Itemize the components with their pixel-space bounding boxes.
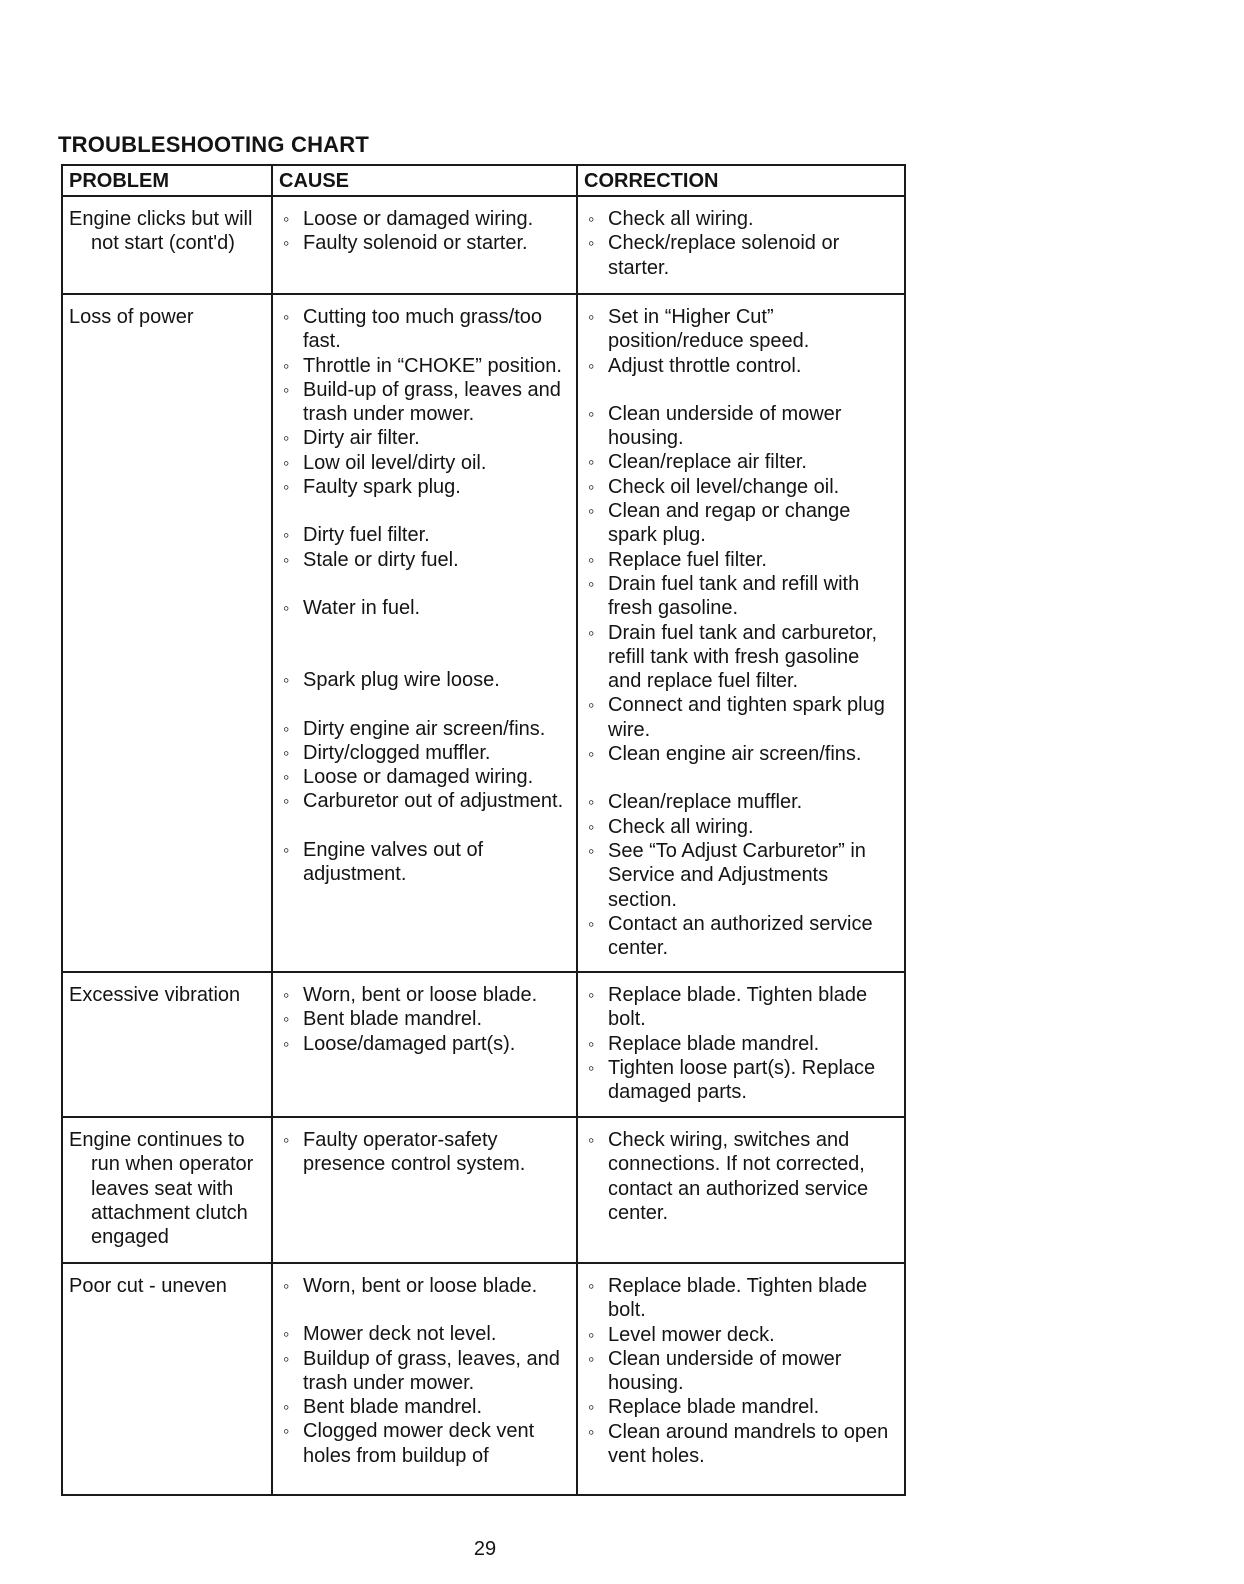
correction-cell xyxy=(577,972,905,1117)
cause-item: ◦ Engine valves out of adjustment. xyxy=(279,838,570,887)
header-correction: CORRECTION xyxy=(577,165,905,196)
header-row xyxy=(62,165,905,196)
correction-item: ◦ Clean underside of mower housing. xyxy=(584,402,898,451)
problem-cell xyxy=(62,1117,272,1263)
cause-item: ◦ Dirty air filter. xyxy=(279,426,570,450)
cause-item: ◦ Carburetor out of adjustment. xyxy=(279,789,570,813)
correction-item: ◦ Connect and tighten spark plug wire. xyxy=(584,693,898,742)
cause-item: ◦ Spark plug wire loose. xyxy=(279,668,570,692)
correction-item: ◦ Contact an authorized service center. xyxy=(584,912,898,961)
correction-item: ◦ Replace blade. Tighten blade bolt. xyxy=(584,1274,898,1323)
correction-item: ◦ Check oil level/change oil. xyxy=(584,475,898,499)
cause-item: ◦ Mower deck not level. xyxy=(279,1322,570,1346)
cause-item: ◦ Worn, bent or loose blade. xyxy=(279,983,570,1007)
cause-cell xyxy=(272,196,577,294)
correction-item: ◦ Drain fuel tank and refill with fresh gasoline. xyxy=(584,572,898,621)
correction-item: ◦ Tighten loose part(s). Replace damaged parts. xyxy=(584,1056,898,1105)
header-problem: PROBLEM xyxy=(62,165,272,196)
problem-text: Excessive vibration xyxy=(69,984,241,1006)
cause-item: ◦ Loose or damaged wiring. xyxy=(279,765,570,789)
problem-text: Engine clicks but will not start (cont'd) xyxy=(69,208,253,255)
cause-item: ◦ Dirty fuel filter. xyxy=(279,523,570,547)
correction-item: ◦ Drain fuel tank and carburetor, refill tank with fresh gasoline and replace fuel filter. xyxy=(584,621,898,694)
correction-item: ◦ Clean engine air screen/fins. xyxy=(584,742,898,766)
correction-item: ◦ Replace fuel filter. xyxy=(584,548,898,572)
correction-item: ◦ Check all wiring. xyxy=(584,815,898,839)
cause-cell xyxy=(272,294,577,972)
correction-item: ◦ Check wiring, switches and connections. If not corrected, contact an authorized service center. xyxy=(584,1128,898,1225)
correction-item: ◦ Clean around mandrels to open vent holes. xyxy=(584,1420,898,1469)
cause-item: ◦ Low oil level/dirty oil. xyxy=(279,451,570,475)
cause-cell xyxy=(272,1117,577,1263)
correction-cell xyxy=(577,196,905,294)
table-row xyxy=(62,1263,905,1495)
table-row xyxy=(62,196,905,294)
cause-item: ◦ Worn, bent or loose blade. xyxy=(279,1274,570,1298)
cause-item: ◦ Clogged mower deck vent holes from buildup of xyxy=(279,1419,570,1468)
page-title: TROUBLESHOOTING CHART xyxy=(58,132,369,157)
troubleshooting-table xyxy=(61,164,906,1496)
cause-item: ◦ Bent blade mandrel. xyxy=(279,1395,570,1419)
problem-text: Loss of power xyxy=(69,306,194,328)
correction-item: ◦ Replace blade. Tighten blade bolt. xyxy=(584,983,898,1032)
cause-cell xyxy=(272,972,577,1117)
correction-item: ◦ Level mower deck. xyxy=(584,1323,898,1347)
problem-cell xyxy=(62,1263,272,1495)
cause-item: ◦ Water in fuel. xyxy=(279,596,570,620)
cause-item: ◦ Loose/damaged part(s). xyxy=(279,1032,570,1056)
cause-item: ◦ Faulty spark plug. xyxy=(279,475,570,499)
correction-item: ◦ Adjust throttle control. xyxy=(584,354,898,378)
cause-item: ◦ Buildup of grass, leaves, and trash under mower. xyxy=(279,1347,570,1396)
cause-item: ◦ Faulty operator-safety presence control system. xyxy=(279,1128,570,1177)
problem-text: Engine continues to run when operator leaves seat with attachment clutch engaged xyxy=(69,1129,254,1249)
table-row xyxy=(62,972,905,1117)
cause-item: ◦ Build-up of grass, leaves and trash under mower. xyxy=(279,378,570,427)
problem-cell xyxy=(62,294,272,972)
cause-item: ◦ Faulty solenoid or starter. xyxy=(279,231,570,255)
problem-cell xyxy=(62,972,272,1117)
correction-item: ◦ Clean underside of mower housing. xyxy=(584,1347,898,1396)
correction-item: ◦ Check all wiring. xyxy=(584,207,898,231)
correction-item: ◦ Replace blade mandrel. xyxy=(584,1395,898,1419)
cause-item: ◦ Bent blade mandrel. xyxy=(279,1007,570,1031)
correction-cell xyxy=(577,1117,905,1263)
correction-cell xyxy=(577,294,905,972)
cause-item: ◦ Dirty engine air screen/fins. xyxy=(279,717,570,741)
cause-item: ◦ Throttle in “CHOKE” position. xyxy=(279,354,570,378)
cause-item: ◦ Cutting too much grass/too fast. xyxy=(279,305,570,354)
header-cause: CAUSE xyxy=(272,165,577,196)
correction-item: ◦ Check/replace solenoid or starter. xyxy=(584,231,898,280)
problem-cell xyxy=(62,196,272,294)
correction-item: ◦ See “To Adjust Carburetor” in Service and Adjustments section. xyxy=(584,839,898,912)
correction-item: ◦ Clean/replace muffler. xyxy=(584,790,898,814)
table-row xyxy=(62,1117,905,1263)
problem-text: Poor cut - uneven xyxy=(69,1275,227,1297)
cause-item: ◦ Dirty/clogged muffler. xyxy=(279,741,570,765)
page-number: 29 xyxy=(473,1538,497,1560)
cause-item: ◦ Loose or damaged wiring. xyxy=(279,207,570,231)
correction-cell xyxy=(577,1263,905,1495)
cause-item: ◦ Stale or dirty fuel. xyxy=(279,548,570,572)
correction-item: ◦ Clean/replace air filter. xyxy=(584,450,898,474)
cause-cell xyxy=(272,1263,577,1495)
table-row xyxy=(62,294,905,972)
correction-item: ◦ Set in “Higher Cut” position/reduce speed. xyxy=(584,305,898,354)
correction-item: ◦ Clean and regap or change spark plug. xyxy=(584,499,898,548)
correction-item: ◦ Replace blade mandrel. xyxy=(584,1032,898,1056)
